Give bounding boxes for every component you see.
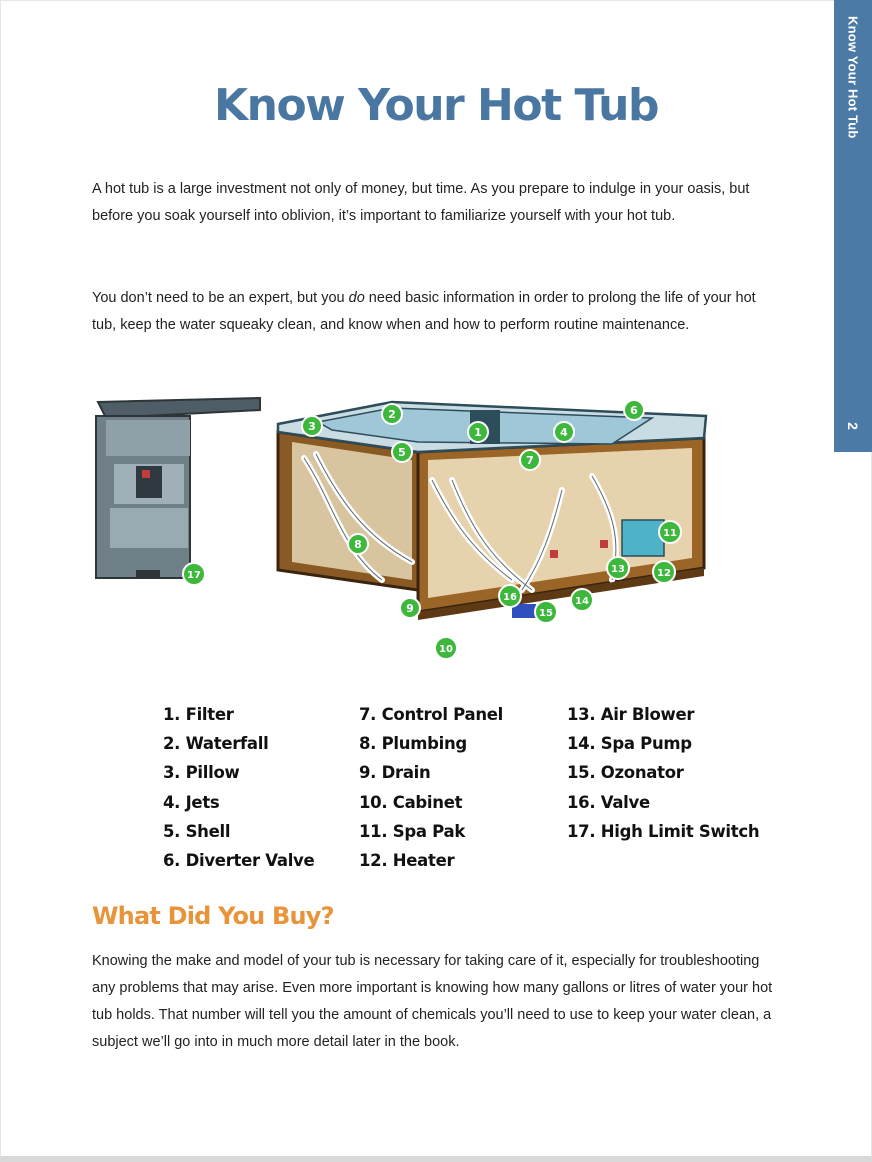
electrical-box-illustration xyxy=(96,398,260,578)
part-item: 17. High Limit Switch xyxy=(567,821,760,841)
page-bottom-edge xyxy=(0,1156,872,1162)
parts-column-1 xyxy=(163,700,314,875)
part-item: 13. Air Blower xyxy=(567,705,695,724)
marker-16 xyxy=(499,585,521,607)
intro-p2-before: You don’t need to be an expert, but you xyxy=(92,290,349,306)
marker-12 xyxy=(653,561,675,583)
marker-17 xyxy=(183,563,205,585)
part-item: 15. Ozonator xyxy=(567,763,684,783)
intro-paragraph-1: A hot tub is a large investment not only of money, but time. As you prepare to indulge in your oasis, but before you soak yourself into oblivion, it’s important to familiarize yourself with your hot tub. xyxy=(92,181,750,224)
marker-3-label: 3 xyxy=(308,420,316,433)
part-item: 3. Pillow xyxy=(163,763,240,783)
part-item: 10. Cabinet xyxy=(359,792,463,812)
marker-2-label: 2 xyxy=(388,408,396,421)
marker-15-label: 15 xyxy=(539,608,553,619)
part-item: 2. Waterfall xyxy=(163,734,269,754)
hot-tub-diagram xyxy=(92,380,712,670)
section-paragraph: Knowing the make and model of your tub is necessary for taking care of it, especially for troubleshooting any problems that may arise. Even more important is knowing how many gallons or litres of water your hot tub holds. That number will tell you the amount of chemicals you’ll need to use to keep your water clean, a subject we’ll go into in much more detail later in the book. xyxy=(92,953,773,1050)
marker-15 xyxy=(535,601,557,623)
marker-8-label: 8 xyxy=(354,538,362,551)
marker-13-label: 13 xyxy=(611,564,625,575)
part-item: 11. Spa Pak xyxy=(359,821,466,841)
hot-tub-illustration xyxy=(278,402,706,620)
marker-2 xyxy=(382,404,402,424)
marker-9 xyxy=(400,598,420,618)
page-number: 2 xyxy=(845,422,861,430)
part-item: 5. Shell xyxy=(163,821,231,841)
marker-4-label: 4 xyxy=(560,426,568,439)
parts-column-3 xyxy=(567,700,759,846)
marker-3 xyxy=(302,416,322,436)
part-item: 9. Drain xyxy=(359,763,431,783)
marker-5-label: 5 xyxy=(398,446,406,459)
part-item: 8. Plumbing xyxy=(359,734,467,754)
part-item: 4. Jets xyxy=(163,792,220,812)
parts-column-2 xyxy=(359,700,503,875)
marker-1 xyxy=(468,422,488,442)
marker-11-label: 11 xyxy=(663,528,677,539)
part-item: 1. Filter xyxy=(163,705,234,724)
part-item: 12. Heater xyxy=(359,851,455,871)
intro-paragraph-2 xyxy=(92,285,782,339)
marker-5 xyxy=(392,442,412,462)
marker-7 xyxy=(520,450,540,470)
marker-7-label: 7 xyxy=(526,454,534,467)
marker-11 xyxy=(659,521,681,543)
part-item: 7. Control Panel xyxy=(359,705,504,724)
side-tab xyxy=(834,0,872,452)
marker-10-label: 10 xyxy=(439,644,453,655)
page-title: Know Your Hot Tub xyxy=(214,80,658,131)
marker-17-label: 17 xyxy=(187,570,201,581)
marker-1-label: 1 xyxy=(474,426,482,439)
intro-p2-after: need basic information in order to prolong the life of your hot tub, keep the water squeaky clean, and know when and how to perform routine maintenance. xyxy=(92,290,756,333)
part-item: 14. Spa Pump xyxy=(567,734,692,754)
marker-13 xyxy=(607,557,629,579)
marker-10 xyxy=(435,637,457,659)
intro-p2-emphasis: do xyxy=(348,290,365,306)
marker-4 xyxy=(554,422,574,442)
part-item: 16. Valve xyxy=(567,792,650,812)
marker-14-label: 14 xyxy=(575,596,589,607)
marker-9-label: 9 xyxy=(406,602,414,615)
marker-16-label: 16 xyxy=(503,592,517,603)
part-item: 6. Diverter Valve xyxy=(163,851,315,871)
section-heading: What Did You Buy? xyxy=(92,902,334,930)
side-tab-title: Know Your Hot Tub xyxy=(845,16,861,139)
marker-12-label: 12 xyxy=(657,568,671,579)
marker-6 xyxy=(624,400,644,420)
marker-8 xyxy=(348,534,368,554)
marker-14 xyxy=(571,589,593,611)
marker-6-label: 6 xyxy=(630,404,638,417)
